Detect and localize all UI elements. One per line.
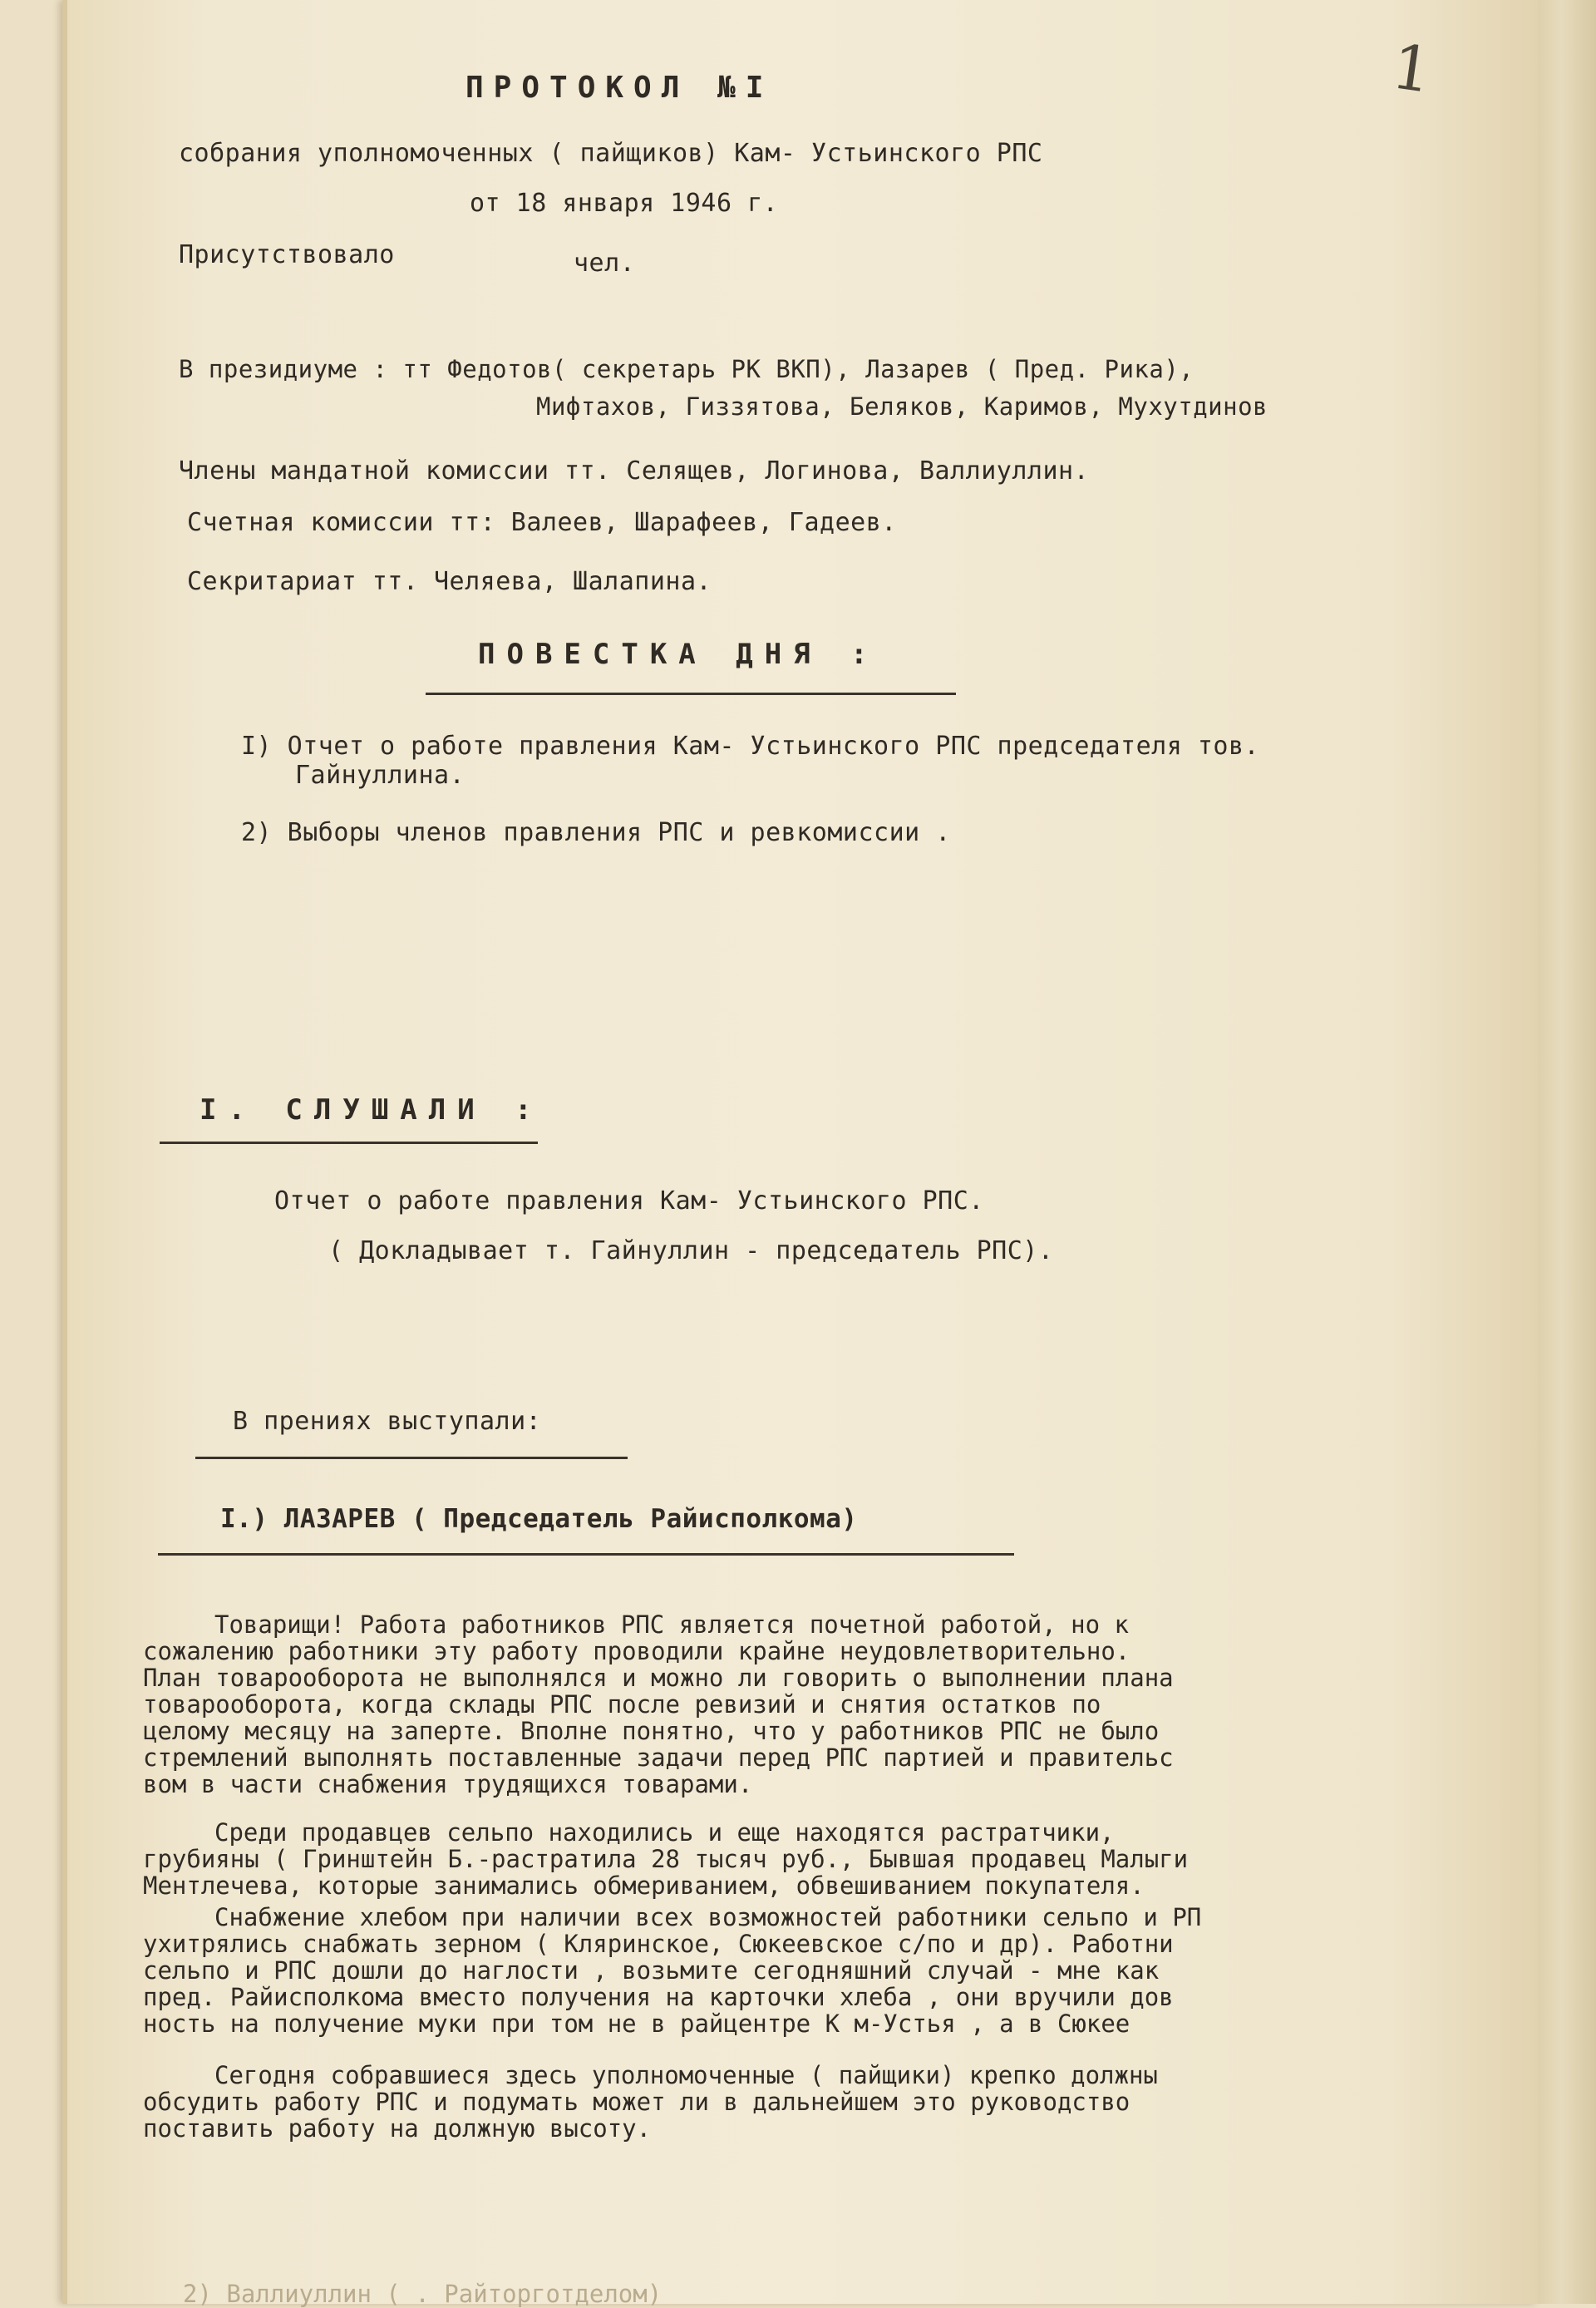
speech-paragraph-1-line-2: сожалению работники эту работу проводили крайне неудовлетворительно. (143, 1637, 1130, 1665)
speech-paragraph-1-line-6: стремлений выполнять поставленные задачи перед РПС партией и правительс (143, 1743, 1174, 1772)
agenda-item-1-continued: Гайнуллина. (295, 761, 466, 790)
present-unit: чел. (574, 249, 636, 278)
debate-underline (195, 1457, 628, 1459)
speech-paragraph-3-line-2: ухитрялись снабжать зерном ( Кляринское, Сюкеевское с/по и др). Работни (143, 1930, 1174, 1958)
speech-paragraph-4-line-3: поставить работу на должную высоту. (143, 2114, 652, 2143)
report-speaker: ( Докладывает т. Гайнуллин - председатель РПС). (328, 1236, 1054, 1265)
speech-paragraph-4-line-2: обсудить работу РПС и подумать может ли в дальнейшем это руководство (143, 2088, 1130, 2116)
speech-paragraph-1-line-5: целому месяцу на заперте. Вполне понятно, что у работников РПС не было (143, 1717, 1160, 1745)
speech-paragraph-3-line-1: Снабжение хлебом при наличии всех возможностей работники сельпо и РП (214, 1903, 1202, 1931)
speech-paragraph-1-line-7: вом в части снабжения трудящихся товарами. (143, 1770, 753, 1798)
speech-paragraph-4-line-1: Сегодня собравшиеся здесь уполномоченные ( пайщики) крепко должны (214, 2061, 1158, 2089)
speaker-2-heading: 2) Валлиуллин ( . Райторготделом) (183, 2280, 663, 2308)
speech-paragraph-3-line-3: сельпо и РПС дошли до наглости , возьмите сегодняшний случай - мне как (143, 1956, 1160, 1985)
document-title: ПРОТОКОЛ №I (466, 71, 774, 105)
report-title: Отчет о работе правления Кам- Устьинского РПС. (274, 1186, 984, 1216)
handwritten-page-number: 1 (1387, 31, 1436, 107)
agenda-item-2: 2) Выборы членов правления РПС и ревкомиссии . (241, 818, 951, 847)
document-date: от 18 января 1946 г. (470, 189, 779, 218)
presidium-line-2: Мифтахов, Гиззятова, Беляков, Каримов, Мухутдинов (536, 392, 1268, 421)
presidium-line-1: В президиуме : тт Федотов( секретарь РК ВКП), Лазарев ( Пред. Рика), (179, 355, 1195, 383)
debate-heading: В прениях выступали: (233, 1407, 542, 1436)
speech-paragraph-3-line-5: ность на получение муки при том не в райцентре К м-Устья , а в Сюкее (143, 2010, 1130, 2038)
speaker-1-heading: I.) ЛАЗАРЕВ ( Председатель Райисполкома) (220, 1504, 858, 1534)
secretariat: Секритариат тт. Челяева, Шалапина. (187, 567, 712, 596)
speech-paragraph-2-line-1: Среди продавцев сельпо находились и еще находятся растратчики, (214, 1818, 1115, 1847)
mandate-commission: Члены мандатной комиссии тт. Селящев, Логинова, Валлиуллин. (179, 456, 1090, 486)
speech-paragraph-1-line-4: товарооборота, когда склады РПС после ревизий и снятия остатков по (143, 1690, 1101, 1719)
speech-paragraph-3-line-4: пред. Райисполкома вместо получения на карточки хлеба , они вручили дов (143, 1983, 1174, 2011)
speaker-1-underline (158, 1553, 1014, 1556)
speech-paragraph-1-line-3: План товарооборота не выполнялся и можно ли говорить о выполнении плана (143, 1664, 1174, 1692)
speech-paragraph-2-line-3: Ментлечева, которые занимались обмериванием, обвешиванием покупателя. (143, 1872, 1145, 1900)
agenda-underline (426, 693, 956, 695)
present-label: Присутствовало (179, 240, 395, 269)
page-edge (1538, 0, 1596, 2304)
document-subtitle: собрания уполномоченных ( пайщиков) Кам- Устьинского РПС (179, 139, 1043, 168)
agenda-item-1: I) Отчет о работе правления Кам- Устьинского РПС председателя тов. (241, 732, 1260, 761)
agenda-heading: ПОВЕСТКА ДНЯ : (478, 638, 879, 671)
speech-paragraph-1-line-1: Товарищи! Работа работников РПС является почетной работой, но к (214, 1610, 1129, 1639)
section-heard-heading: I. СЛУШАЛИ : (200, 1093, 544, 1127)
speech-paragraph-2-line-2: грубияны ( Гринштейн Б.-растратила 28 тысяч руб., Бывшая продавец Малыги (143, 1845, 1189, 1873)
section-heard-underline (160, 1142, 538, 1144)
counting-commission: Счетная комиссии тт: Валеев, Шарафеев, Гадеев. (187, 508, 897, 537)
